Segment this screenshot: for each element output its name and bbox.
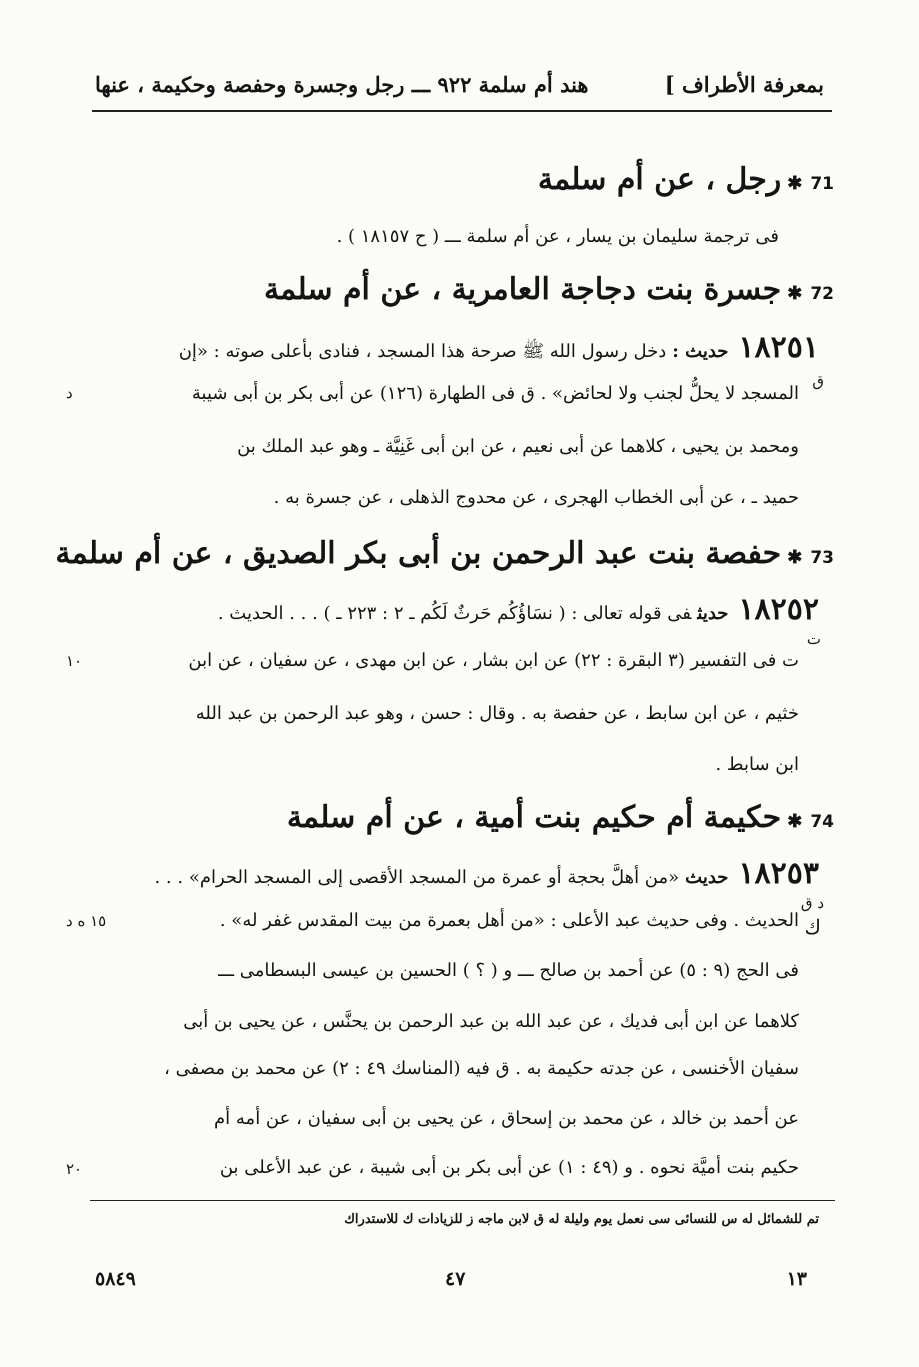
hadith-text: فى قوله تعالى : ( نسَاؤُكُم حَرثٌ لَكُم ـ ٢ : ٢٢٣ ـ ) . . . الحديث . [217,603,692,624]
text-line: خثيم ، عن ابن سابط ، عن حفصة به . وقال : حسن ، وهو عبد الرحمن بن عبد الله [195,703,799,724]
star-icon: ✱ [787,547,803,568]
hadith-line-18253 [154,856,819,891]
hadith-number: ١٨٢٥١ [738,330,819,365]
section-heading-71 [538,162,834,197]
section-title: جسرة بنت دجاجة العامرية ، عن أم سلمة [264,272,782,307]
section-number: 73 [810,548,834,568]
side-mark: ت [806,630,821,648]
text-line: حميد ـ ، عن أبى الخطاب الهجرى ، عن محدوج الذهلى ، عن جسرة به . [273,487,799,508]
star-icon: ✱ [787,283,803,304]
text-line: ومحمد بن يحيى ، كلاهما عن أبى نعيم ، عن ابن أبى غَنِيَّة ـ وهو عبد الملك بن [237,436,799,457]
text-line: فى الحج (٩ : ٥) عن أحمد بن صالح ـــ و ( ؟ ) الحسين بن عيسى البسطامى ـــ [218,960,799,981]
text-line: ت فى التفسير (٣ البقرة : ٢٢) عن ابن بشار ، عن ابن مهدى ، عن سفيان ، عن ابن [188,650,799,671]
text-line: المسجد لا يحلُّ لجنب ولا لحائض» . ق فى الطهارة (١٢٦) عن أبى بكر بن أبى شيبة [191,383,799,404]
section-title: رجل ، عن أم سلمة [537,162,782,197]
section-number: 72 [810,284,834,304]
star-icon: ✱ [787,811,803,832]
text-line: فى ترجمة سليمان بن يسار ، عن أم سلمة ـــ ( ح ١٨١٥٧ ) . [336,226,779,247]
text-line: عن أحمد بن خالد ، عن محمد بن إسحاق ، عن يحيى بن أبى سفيان ، عن أمه أم [214,1108,799,1129]
hadith-line-18252 [218,592,819,627]
header-right: بمعرفة الأطراف ] [664,72,824,97]
footer-center: ٤٧ [445,1268,466,1290]
margin-mark: ١٠ [66,652,83,670]
hadith-label: حديث [685,867,729,888]
margin-mark: ١٥ ه د [66,912,107,930]
section-title: حفصة بنت عبد الرحمن بن أبى بكر الصديق ، عن أم سلمة [55,536,782,571]
section-heading-74 [287,800,834,835]
hadith-number: ١٨٢٥٣ [738,856,819,891]
header-center: هند أم سلمة ٩٢٢ ـــ رجل وجسرة وحفصة وحكيمة ، عنها [95,72,589,97]
text-line: حكيم بنت أميَّة نحوه . و (٤٩ : ١) عن أبى بكر بن أبى شيبة ، عن عبد الأعلى بن [219,1157,799,1178]
text-line: ابن سابط . [715,754,799,775]
text-line: الحديث . وفى حديث عبد الأعلى : «من أهل بعمرة من بيت المقدس غفر له» . [219,910,799,931]
footnote-rule [90,1200,835,1201]
section-number: 74 [810,812,834,832]
hadith-text: دخل رسول الله ﷺ صرحة هذا المسجد ، فنادى بأعلى صوته : «إن [178,341,667,362]
section-heading-72 [264,272,834,307]
margin-mark: ٢٠ [66,1160,83,1178]
hadith-text: «من أهلَّ بحجة أو عمرة من المسجد الأقصى إلى المسجد الحرام» . . . [154,867,680,888]
section-number: 71 [810,174,834,194]
star-icon: ✱ [787,173,803,194]
header-rule [92,110,832,112]
side-mark: ك [804,915,821,939]
text-line: سفيان الأخنسى ، عن جدته حكيمة به . ق فيه (المناسك ٤٩ : ٢) عن محمد بن مصفى ، [164,1058,799,1079]
section-heading-73 [55,536,834,571]
hadith-label: حديث [697,603,729,624]
hadith-label: حديث : [672,341,729,362]
footer-left: ٥٨٤٩ [95,1268,136,1290]
margin-mark: د [66,384,73,402]
side-mark: ق [812,372,824,390]
footer-right: ١٣ [786,1268,807,1290]
section-title: حكيمة أم حكيم بنت أمية ، عن أم سلمة [286,800,782,835]
footnote-legend: تم للشمائل له س للنسائى سى نعمل يوم وليلة له ق لابن ماجه ز للزيادات ك للاستدراك [344,1212,819,1227]
hadith-number: ١٨٢٥٢ [738,592,819,627]
side-mark: د ق [800,894,824,912]
text-line: كلاهما عن ابن أبى فديك ، عن عبد الله بن عبد الرحمن بن يحنَّس ، عن يحيى بن أبى [183,1011,799,1032]
hadith-line-18251 [179,330,819,366]
